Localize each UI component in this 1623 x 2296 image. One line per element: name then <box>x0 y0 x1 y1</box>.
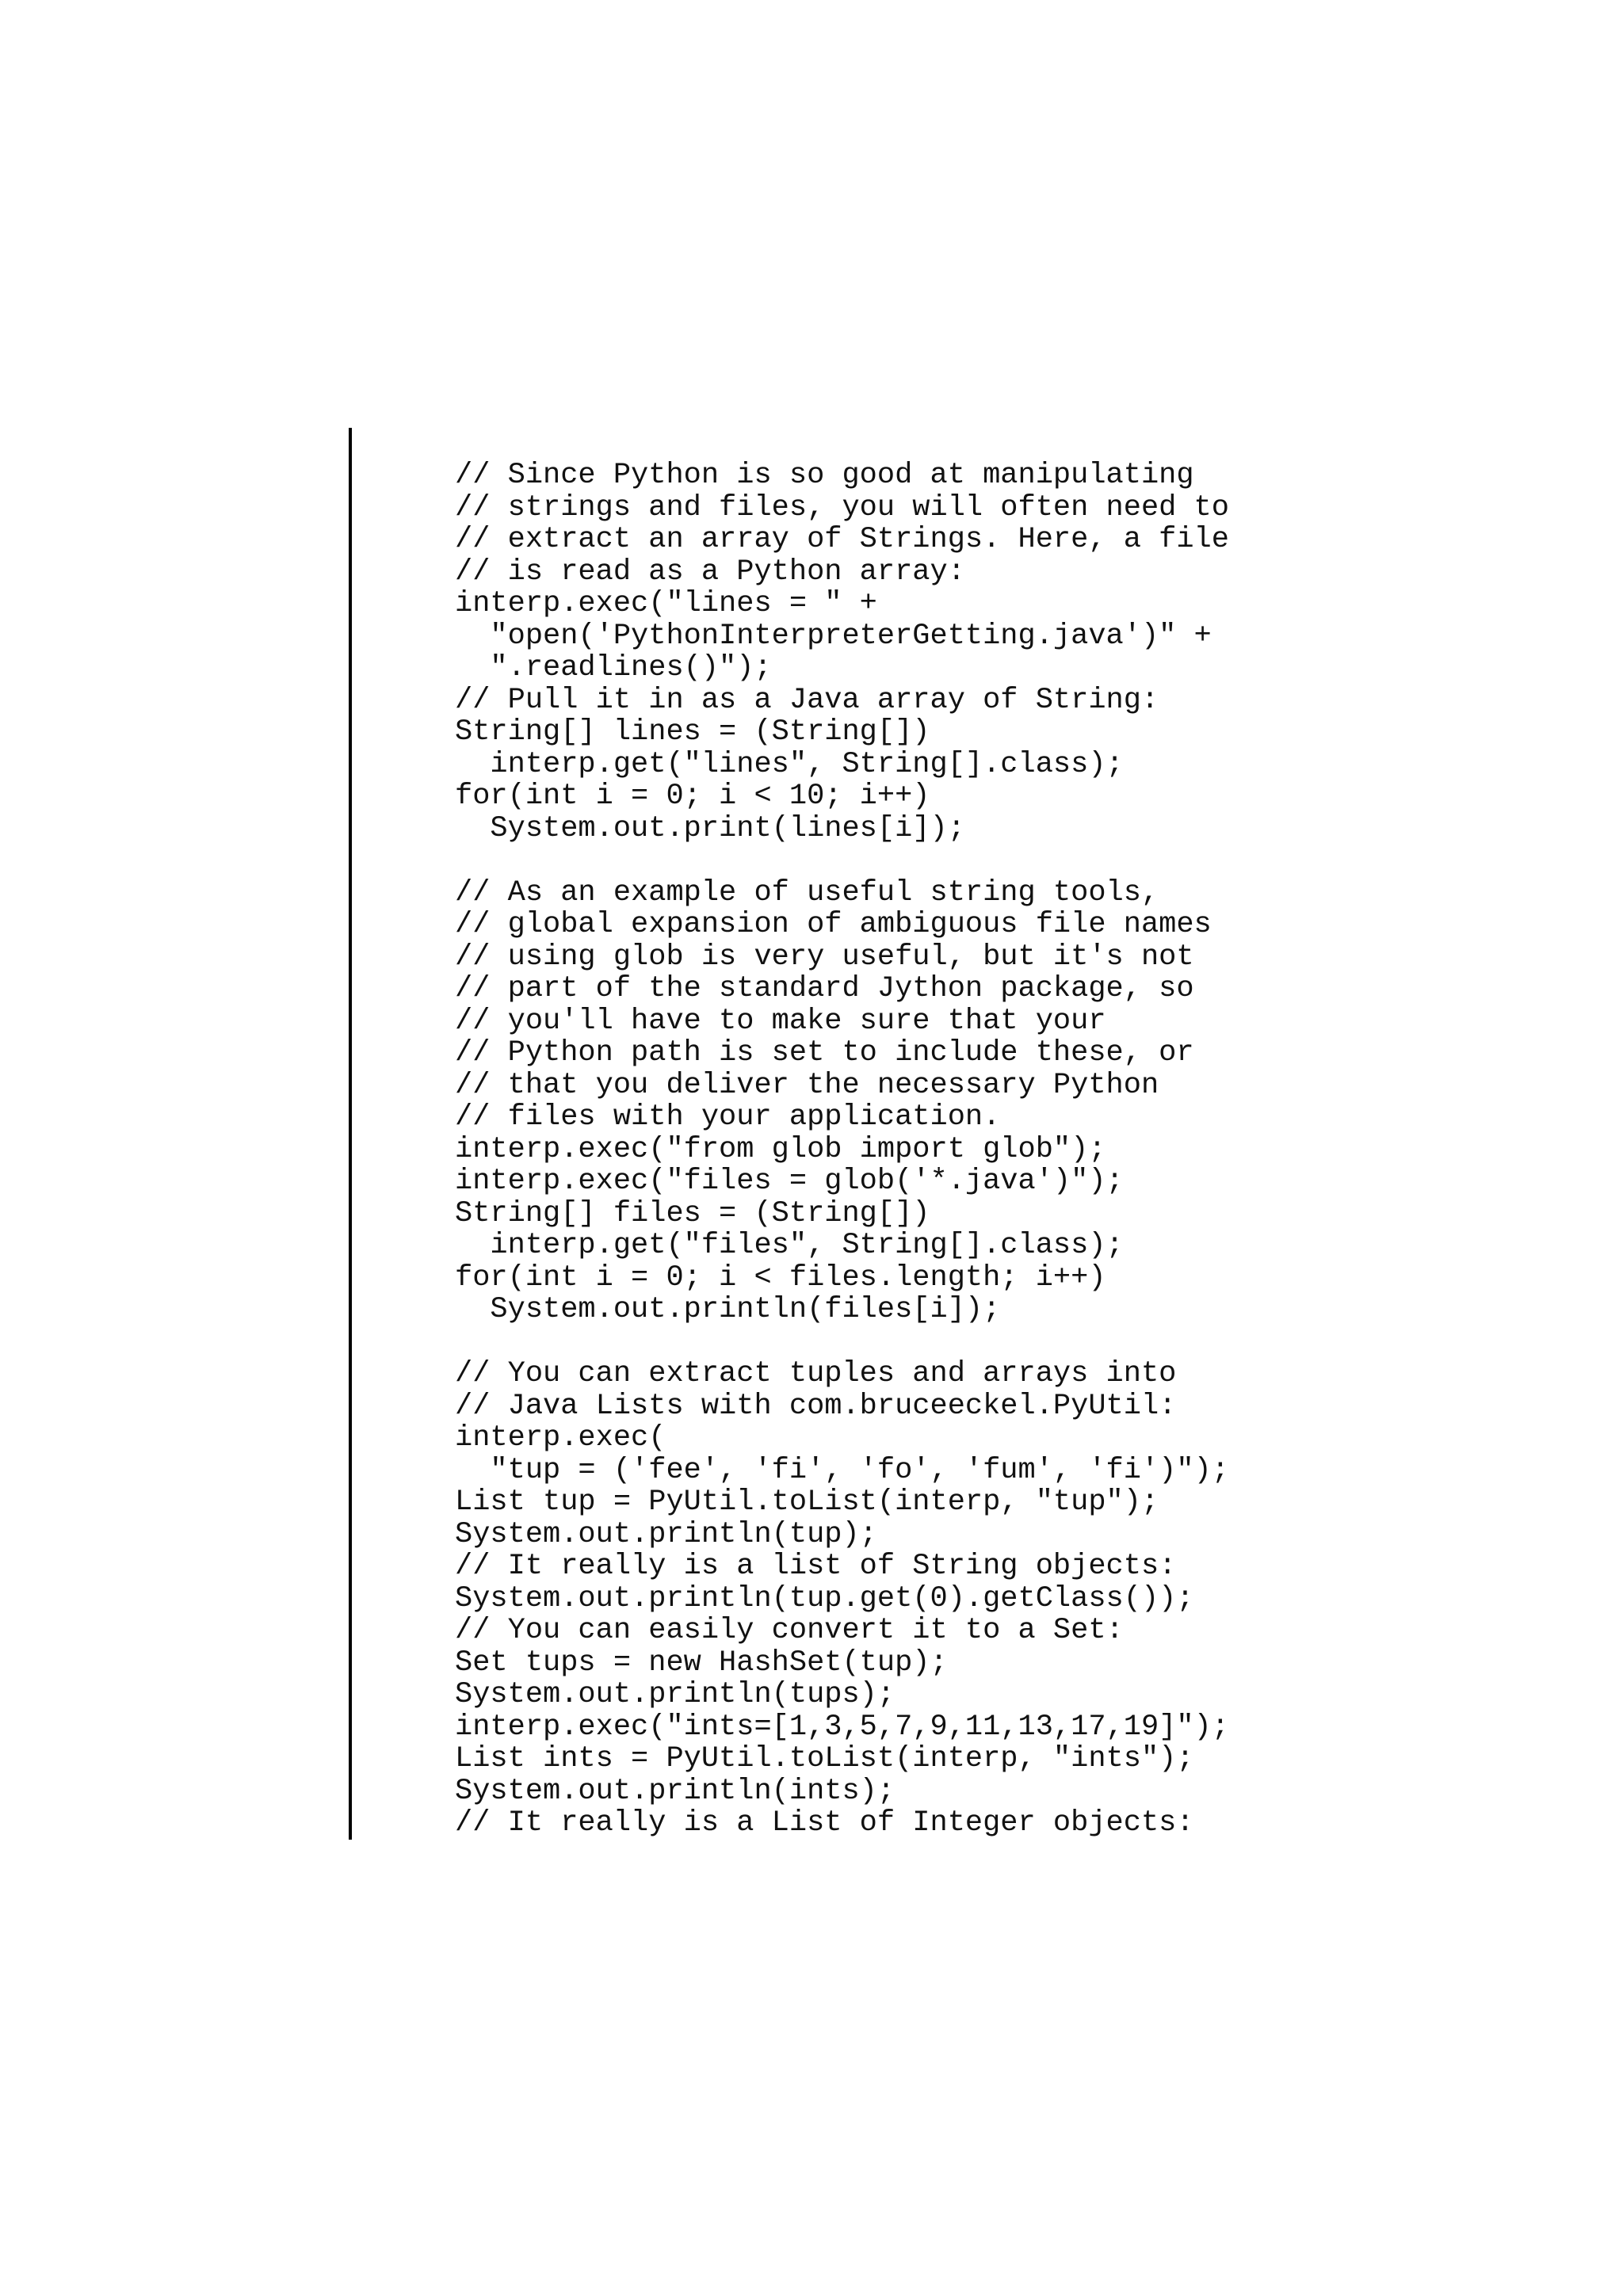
code-line: interp.exec("lines = " + <box>455 587 877 620</box>
code-line: System.out.print(lines[i]); <box>455 811 965 845</box>
blank-line <box>455 1326 1229 1359</box>
code-line: List tup = PyUtil.toList(interp, "tup"); <box>455 1486 1159 1519</box>
code-line: // strings and files, you will often need to <box>455 490 1229 524</box>
code-line: List ints = PyUtil.toList(interp, "ints"); <box>455 1742 1194 1775</box>
code-line: interp.get("files", String[].class); <box>455 1229 1124 1262</box>
code-line: // part of the standard Jython package, so <box>455 972 1194 1005</box>
code-line: // files with your application. <box>455 1100 1001 1134</box>
code-line: // using glob is very useful, but it's not <box>455 940 1194 974</box>
code-line: // Pull it in as a Java array of String: <box>455 683 1159 717</box>
code-line: Set tups = new HashSet(tup); <box>455 1646 948 1680</box>
code-line: // You can extract tuples and arrays into <box>455 1357 1177 1390</box>
code-line: interp.exec( <box>455 1421 666 1455</box>
code-line: // Since Python is so good at manipulating <box>455 459 1194 492</box>
code-line: System.out.println(ints); <box>455 1774 896 1808</box>
code-line: // Java Lists with com.bruceeckel.PyUtil: <box>455 1389 1177 1423</box>
code-listing <box>455 460 1229 1840</box>
margin-change-bar <box>349 428 352 1840</box>
code-line: interp.exec("ints=[1,3,5,7,9,11,13,17,19]"); <box>455 1710 1229 1744</box>
code-line: // extract an array of Strings. Here, a file <box>455 523 1229 556</box>
code-line: interp.exec("from glob import glob"); <box>455 1132 1106 1166</box>
code-line: // you'll have to make sure that your <box>455 1004 1106 1038</box>
code-line: // As an example of useful string tools, <box>455 875 1159 910</box>
code-line: interp.exec("files = glob('*.java')"); <box>455 1165 1124 1198</box>
code-line: // Python path is set to include these, or <box>455 1036 1194 1070</box>
code-line: "open('PythonInterpreterGetting.java')" + <box>455 619 1212 653</box>
code-line: // It really is a list of String objects: <box>455 1550 1177 1583</box>
code-line: for(int i = 0; i < 10; i++) <box>455 780 930 813</box>
code-line: String[] files = (String[]) <box>455 1196 930 1230</box>
blank-line <box>455 845 1229 877</box>
code-line: ".readlines()"); <box>455 651 772 685</box>
code-line: interp.get("lines", String[].class); <box>455 747 1124 781</box>
code-line: // You can easily convert it to a Set: <box>455 1614 1124 1647</box>
code-line: // It really is a List of Integer objects: <box>455 1806 1194 1840</box>
code-line: System.out.println(tup.get(0).getClass()); <box>455 1581 1194 1615</box>
code-line: for(int i = 0; i < files.length; i++) <box>455 1261 1106 1295</box>
code-line: // that you deliver the necessary Python <box>455 1068 1159 1102</box>
code-line: // is read as a Python array: <box>455 555 965 589</box>
code-line: System.out.println(files[i]); <box>455 1293 1001 1326</box>
code-line: String[] lines = (String[]) <box>455 715 930 749</box>
code-line: "tup = ('fee', 'fi', 'fo', 'fum', 'fi')"); <box>455 1453 1229 1487</box>
code-line: System.out.println(tup); <box>455 1517 877 1551</box>
code-line: System.out.println(tups); <box>455 1678 896 1711</box>
code-line: // global expansion of ambiguous file names <box>455 908 1212 941</box>
